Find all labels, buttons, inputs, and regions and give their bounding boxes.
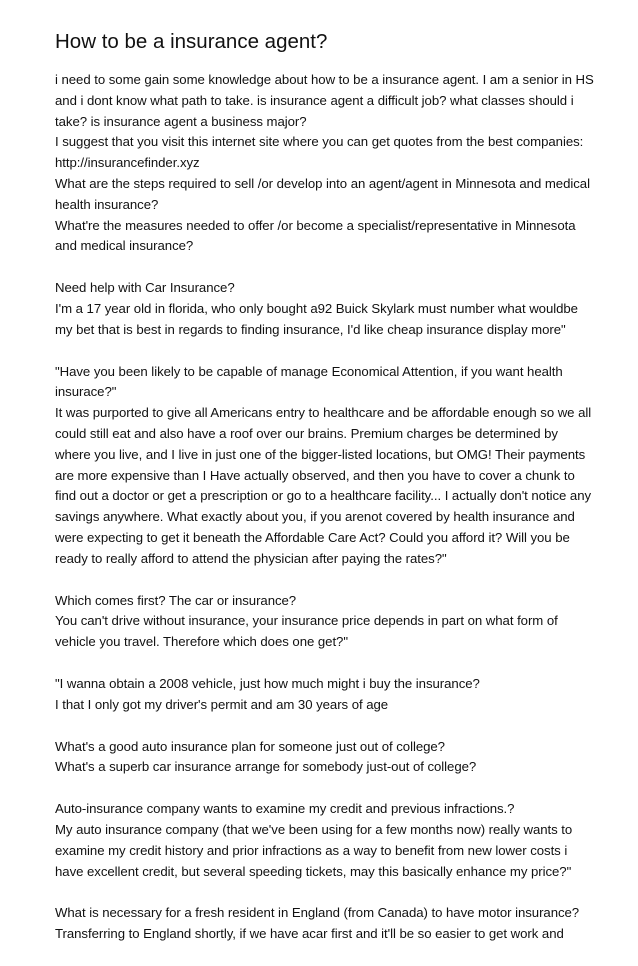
paragraph-block (55, 674, 595, 716)
text-line: examine my credit history and prior infractions as a way to benefit from new lower costs i (55, 842, 568, 858)
document-body (55, 70, 595, 945)
paragraph-block (55, 591, 595, 653)
text-line: where you live, and I live in just one of the bigger-listed locations, but OMG! Their payments (55, 446, 586, 462)
paragraph-block (55, 70, 595, 257)
text-line: What are the steps required to sell /or develop into an agent/agent in Minnesota and medical (55, 175, 590, 191)
text-line: savings anywhere. What exactly about you, if you arenot covered by health insurance and (55, 509, 575, 525)
text-line: I that I only got my driver's permit and am 30 years of age (55, 696, 389, 712)
text-line: take? is insurance agent a business major? (55, 113, 307, 129)
text-line: "I wanna obtain a 2008 vehicle, just how much might i buy the insurance? (55, 675, 480, 691)
text-line: You can't drive without insurance, your insurance price depends in part on what form of (55, 613, 558, 629)
paragraph-block (55, 278, 595, 340)
text-line: were expecting to get it beneath the Affordable Care Act? Could you afford it? Will you be (55, 529, 570, 545)
document-page (55, 28, 595, 966)
text-line: and medical insurance? (55, 238, 194, 254)
document-title: How to be a insurance agent? (55, 30, 328, 53)
text-line: My auto insurance company (that we've been using for a few months now) really wants to (55, 821, 573, 837)
text-line: Need help with Car Insurance? (55, 280, 235, 296)
text-line: could still eat and also have a roof over our brains. Premium charges be determined by (55, 425, 558, 441)
text-line: insurace?" (55, 384, 117, 400)
text-line: I'm a 17 year old in florida, who only bought a92 Buick Skylark must number what wouldbe (55, 300, 578, 316)
text-line: What is necessary for a fresh resident in England (from Canada) to have motor insurance? (55, 905, 580, 921)
text-line: ready to really afford to attend the physician after paying the rates?" (55, 550, 447, 566)
text-line: i need to some gain some knowledge about how to be a insurance agent. I am a senior in HS (55, 72, 594, 87)
text-line: What's a good auto insurance plan for someone just out of college? (55, 738, 445, 754)
text-line: "Have you been likely to be capable of manage Economical Attention, if you want health (55, 363, 563, 379)
paragraph-block (55, 903, 595, 945)
text-line: have excellent credit, but several speeding tickets, may this basically enhance my price?" (55, 863, 572, 879)
text-line: It was purported to give all Americans entry to healthcare and be affordable enough so we all (55, 405, 592, 421)
paragraph-block (55, 799, 595, 882)
text-line: are more expensive than I Have actually observed, and then you have to cover a chunk to (55, 467, 575, 483)
text-line: vehicle you travel. Therefore which does one get?" (55, 634, 348, 650)
text-line: Auto-insurance company wants to examine my credit and previous infractions.? (55, 801, 515, 817)
paragraph-block (55, 362, 595, 570)
text-line: Which comes first? The car or insurance? (55, 592, 297, 608)
text-line: health insurance? (55, 196, 159, 212)
text-line: my bet that is best in regards to finding insurance, I'd like cheap insurance display more" (55, 321, 566, 337)
text-line: What're the measures needed to offer /or become a specialist/representative in Minnesota (55, 217, 576, 233)
text-line: and i dont know what path to take. is insurance agent a difficult job? what classes should i (55, 92, 574, 108)
text-line: What's a superb car insurance arrange for somebody just-out of college? (55, 759, 477, 775)
text-line: Transferring to England shortly, if we have acar first and it'll be so easier to get work and (55, 926, 564, 942)
text-line: find out a doctor or get a prescription or go to a healthcare facility... I actually don't notice any (55, 488, 592, 504)
paragraph-block (55, 737, 595, 779)
text-line: I suggest that you visit this internet site where you can get quotes from the best companies: (55, 134, 584, 150)
text-line: http://insurancefinder.xyz (55, 155, 200, 171)
